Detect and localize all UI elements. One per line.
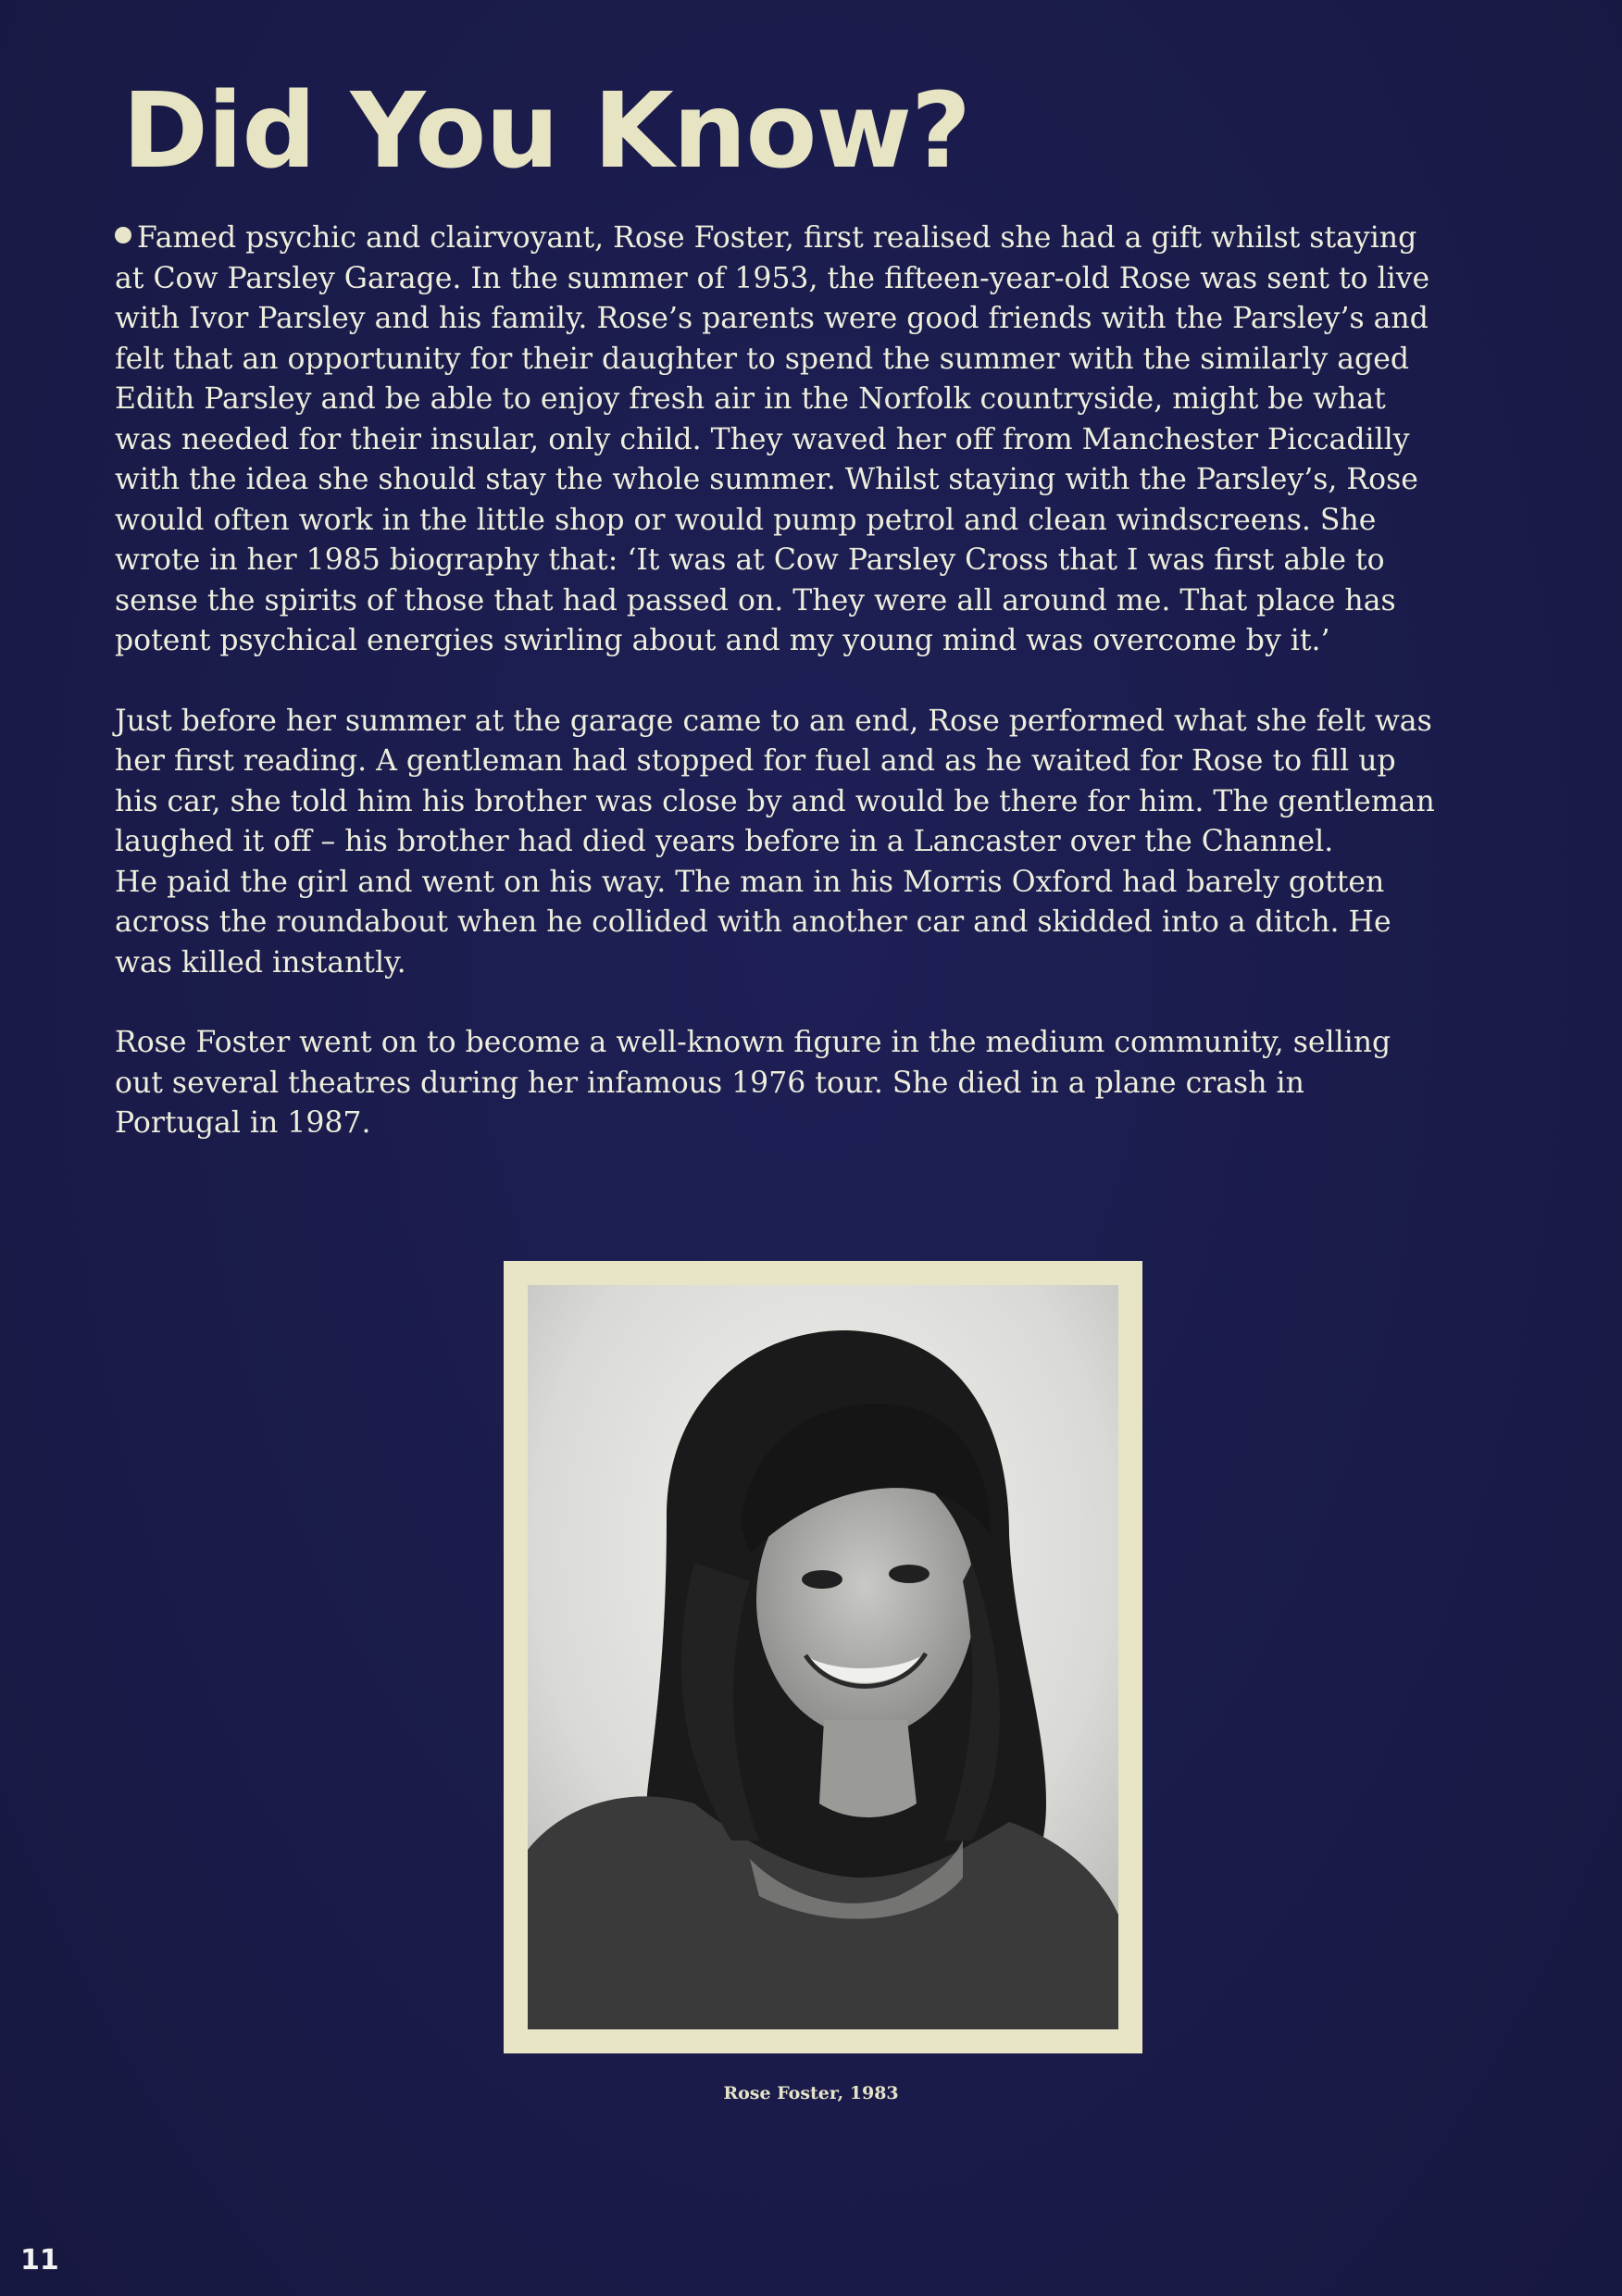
article-body — [115, 218, 1541, 1184]
bullet-icon — [115, 227, 131, 243]
portrait-illustration — [528, 1285, 1118, 2029]
portrait-photo — [528, 1285, 1118, 2029]
page-title: Did You Know? — [122, 71, 970, 192]
page-number: 11 — [20, 2244, 59, 2277]
photo-frame — [504, 1261, 1142, 2053]
paragraph-3: Rose Foster went on to become a well-known figure in the medium community, selling out several theatres during her infamous 1976 tour. She died in a plane crash in Portugal in 1987. — [115, 1026, 1391, 1140]
paragraph-1-text: Famed psychic and clairvoyant, Rose Foster, first realised she had a gift whilst staying at Cow Parsley Garage. In the summer of 1953, the fifteen-year-old Rose was sent to live with Ivor Parsley and his family. Rose’s parents were good friends with the Parsley’s and felt that an opportunity for their daughter to spend the summer with the similarly aged Edith Parsley and be able to enjoy fresh air in the Norfolk countryside, might be what was needed for their insular, only child. They waved her off from Manchester Piccadilly with the idea she should stay the whole summer. Whilst staying with the Parsley’s, Rose would often work in the little shop or would pump petrol and clean windscreens. She wrote in her 1985 biography that: ‘It was at Cow Parsley Cross that I was first able to sense the spirits of those that had passed on. They were all around me. That place has potent psychical energies swirling about and my young mind was overcome by it.’ — [115, 221, 1430, 657]
paragraph-1 — [115, 218, 1541, 662]
paragraph-2: Just before her summer at the garage came to an end, Rose performed what she felt was her first reading. A gentleman had stopped for fuel and as he waited for Rose to fill up his car, she told him his brother was close by and would be there for him. The gentleman laughed it off – his brother had died years before in a Lancaster over the Channel. He paid the girl and went on his way. The man in his Morris Oxford had barely gotten across the roundabout when he collided with another car and skidded into a ditch. He was killed instantly. — [115, 704, 1435, 980]
photo-caption: Rose Foster, 1983 — [723, 2083, 899, 2103]
